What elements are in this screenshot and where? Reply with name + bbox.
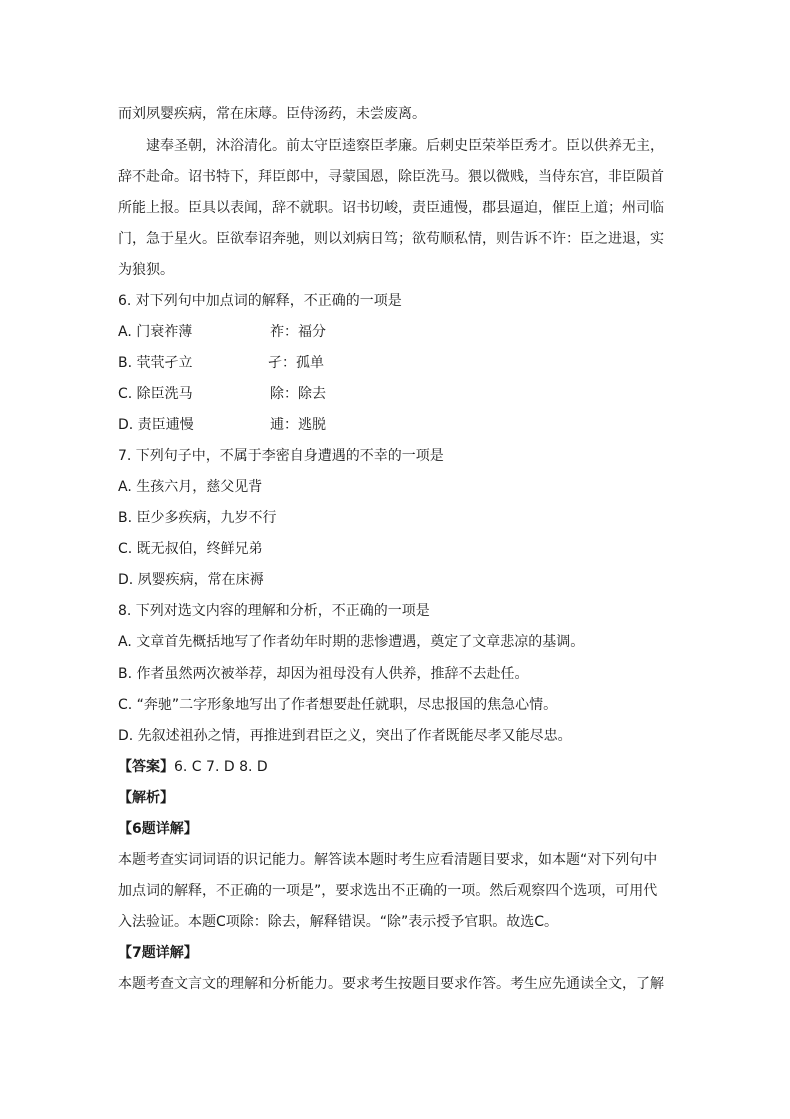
passage-line-2: 逮奉圣朝，沐浴清化。前太守臣逵察臣孝廉。后刺史臣荣举臣秀才。臣以供养无主， bbox=[146, 138, 664, 154]
option-a-gloss: 祚：福分 bbox=[270, 324, 326, 340]
passage-line-3: 辞不赴命。诏书特下，拜臣郎中，寻蒙国恩，除臣洗马。猥以微贱，当侍东宫，非臣陨首 bbox=[118, 169, 664, 185]
question-8-option-a: A. 文章首先概括地写了作者幼年时期的悲惨遭遇，奠定了文章悲凉的基调。 bbox=[118, 634, 585, 650]
option-c-phrase: C. 除臣洗马 bbox=[118, 386, 193, 402]
option-b-phrase: B. 茕茕孑立 bbox=[118, 355, 193, 371]
passage-line-4: 所能上报。臣具以表闻，辞不就职。诏书切峻，责臣逋慢，郡县逼迫，催臣上道；州司临 bbox=[118, 200, 664, 216]
q6-detail-heading: 【6题详解】 bbox=[118, 821, 198, 837]
answer-text: 6. C 7. D 8. D bbox=[174, 759, 268, 775]
passage-line-6: 为狼狈。 bbox=[118, 262, 174, 278]
question-7-option-a: A. 生孩六月，慈父见背 bbox=[118, 479, 263, 495]
question-7-option-c: C. 既无叔伯，终鲜兄弟 bbox=[118, 541, 263, 557]
question-8-option-c: C. “奔驰”二字形象地写出了作者想要赴任就职，尽忠报国的焦急心情。 bbox=[118, 697, 558, 713]
passage-line-1: 而刘夙婴疾病，常在床蓐。臣侍汤药，未尝废离。 bbox=[118, 106, 426, 122]
q6-detail-line-3: 入法验证。本题C项除：除去，解释错误。“除”表示授予官职。故选C。 bbox=[118, 914, 559, 930]
q6-detail-line-1: 本题考查实词词语的识记能力。解答读本题时考生应看清题目要求，如本题“对下列句中 bbox=[118, 852, 658, 868]
question-6-stem: 6. 对下列句中加点词的解释，不正确的一项是 bbox=[118, 293, 402, 309]
question-6-option-a bbox=[118, 322, 678, 342]
question-8-option-b: B. 作者虽然两次被举荐，却因为祖母没有人供养，推辞不去赴任。 bbox=[118, 666, 529, 682]
answer-label: 【答案】 bbox=[118, 759, 174, 775]
passage-line-5: 门，急于星火。臣欲奉诏奔驰，则以刘病日笃；欲苟顺私情，则告诉不许：臣之进退，实 bbox=[118, 231, 664, 247]
question-7-option-d: D. 夙婴疾病，常在床褥 bbox=[118, 572, 264, 588]
answer-line bbox=[118, 757, 678, 777]
option-a-phrase: A. 门衰祚薄 bbox=[118, 324, 193, 340]
option-d-phrase: D. 责臣逋慢 bbox=[118, 417, 194, 433]
q7-detail-heading: 【7题详解】 bbox=[118, 945, 198, 961]
option-c-gloss: 除：除去 bbox=[270, 386, 326, 402]
question-6-option-b bbox=[118, 353, 678, 373]
option-d-gloss: 逋：逃脱 bbox=[270, 417, 326, 433]
analysis-heading: 【解析】 bbox=[118, 790, 174, 806]
question-7-stem: 7. 下列句子中，不属于李密自身遭遇的不幸的一项是 bbox=[118, 448, 444, 464]
question-8-option-d: D. 先叙述祖孙之情，再推进到君臣之义，突出了作者既能尽孝又能尽忠。 bbox=[118, 728, 572, 744]
q7-detail-line-1: 本题考查文言文的理解和分析能力。要求考生按题目要求作答。考生应先通读全文，了解 bbox=[118, 976, 664, 992]
question-6-option-c bbox=[118, 384, 678, 404]
question-7-option-b: B. 臣少多疾病，九岁不行 bbox=[118, 510, 277, 526]
option-b-gloss: 孑：孤单 bbox=[268, 355, 324, 371]
question-6-option-d bbox=[118, 415, 678, 435]
question-8-stem: 8. 下列对选文内容的理解和分析，不正确的一项是 bbox=[118, 603, 430, 619]
q6-detail-line-2: 加点词的解释，不正确的一项是”，要求选出不正确的一项。然后观察四个选项，可用代 bbox=[118, 883, 658, 899]
